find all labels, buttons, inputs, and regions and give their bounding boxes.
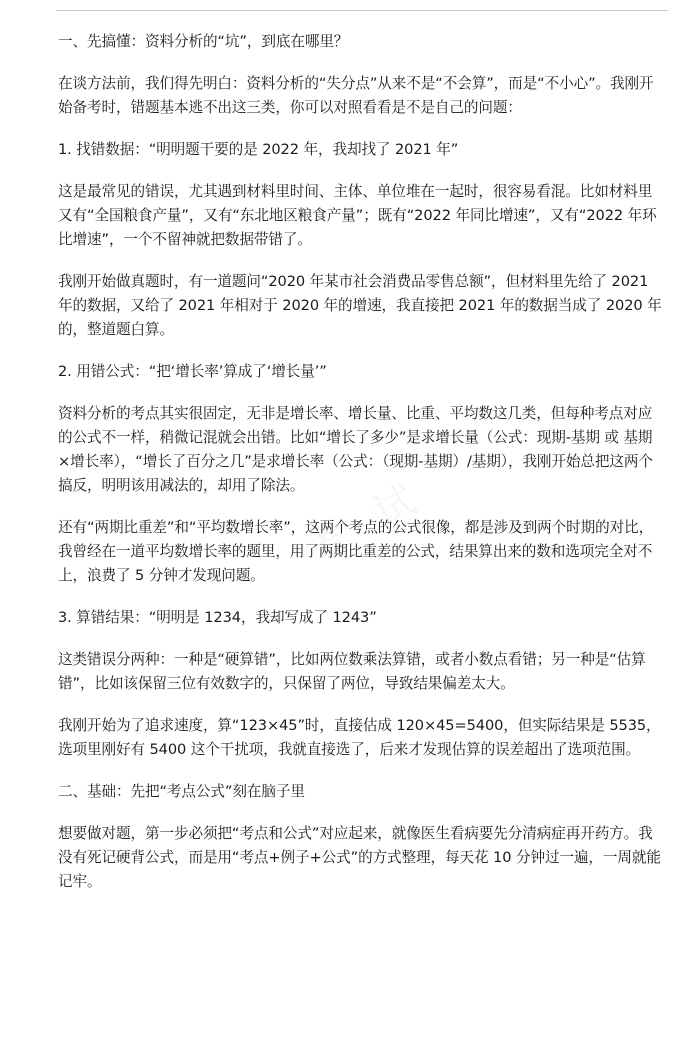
point-heading-3: 3. 算错结果：“明明是 1234，我却写成了 1243”	[58, 609, 377, 626]
watermark: 考 试	[298, 471, 434, 573]
section-2-paragraph-1: 想要做对题，第一步必须把“考点和公式”对应起来，就像医生看病要先分清病症再开药方。我没有死记硬背公式，而是用“考点+例子+公式”的方式整理，每天花 10 分钟过一遍，一周就能记牢。	[58, 825, 661, 890]
point-2-paragraph-1: 资料分析的考点其实很固定，无非是增长率、增长量、比重、平均数这几类，但每种考点对应的公式不一样，稍微记混就会出错。比如“增长了多少”是求增长量（公式：现期-基期 或 基期×增长率），“增长了百分之几”是求增长率（公式：（现期-基期）/基期），我刚开始总把这两个搞反，明明该用减法的，却用了除法。	[58, 405, 653, 494]
document-body	[58, 30, 662, 912]
point-heading-2: 2. 用错公式：“把‘增长率’算成了‘增长量’”	[58, 363, 327, 380]
point-1-paragraph-1: 这是最常见的错误，尤其遇到材料里时间、主体、单位堆在一起时，很容易看混。比如材料里又有“全国粮食产量”，又有“东北地区粮食产量”；既有“2022 年同比增速”，又有“2022 年环比增速”，一个不留神就把数据带错了。	[58, 183, 657, 248]
section-heading-1: 一、先搞懂：资料分析的“坑”，到底在哪里？	[58, 33, 349, 50]
point-3-paragraph-1: 这类错误分两种：一种是“硬算错”，比如两位数乘法算错，或者小数点看错；另一种是“估算错”，比如该保留三位有效数字的，只保留了两位，导致结果偏差太大。	[58, 651, 646, 692]
top-divider	[56, 10, 668, 11]
section-heading-2: 二、基础：先把“考点公式”刻在脑子里	[58, 783, 305, 800]
point-3-paragraph-2: 我刚开始为了追求速度，算“123×45”时，直接估成 120×45=5400，但实际结果是 5535，选项里刚好有 5400 这个干扰项，我就直接选了，后来才发现估算的误差超出了选项范围。	[58, 717, 661, 758]
point-2-paragraph-2: 还有“两期比重差”和“平均数增长率”，这两个考点的公式很像，都是涉及到两个时期的对比，我曾经在一道平均数增长率的题里，用了两期比重差的公式，结果算出来的数和选项完全对不上，浪费了 5 分钟才发现问题。	[58, 519, 654, 584]
intro-paragraph: 在谈方法前，我们得先明白：资料分析的“失分点”从来不是“不会算”，而是“不小心”。我刚开始备考时，错题基本逃不出这三类，你可以对照看看是不是自己的问题：	[58, 75, 654, 116]
point-heading-1: 1. 找错数据：“明明题干要的是 2022 年，我却找了 2021 年”	[58, 141, 459, 158]
point-1-paragraph-2: 我刚开始做真题时，有一道题问“2020 年某市社会消费品零售总额”，但材料里先给了 2021 年的数据，又给了 2021 年相对于 2020 年的增速，我直接把 2021 年的数据当成了 2020 年的，整道题白算。	[58, 273, 662, 338]
